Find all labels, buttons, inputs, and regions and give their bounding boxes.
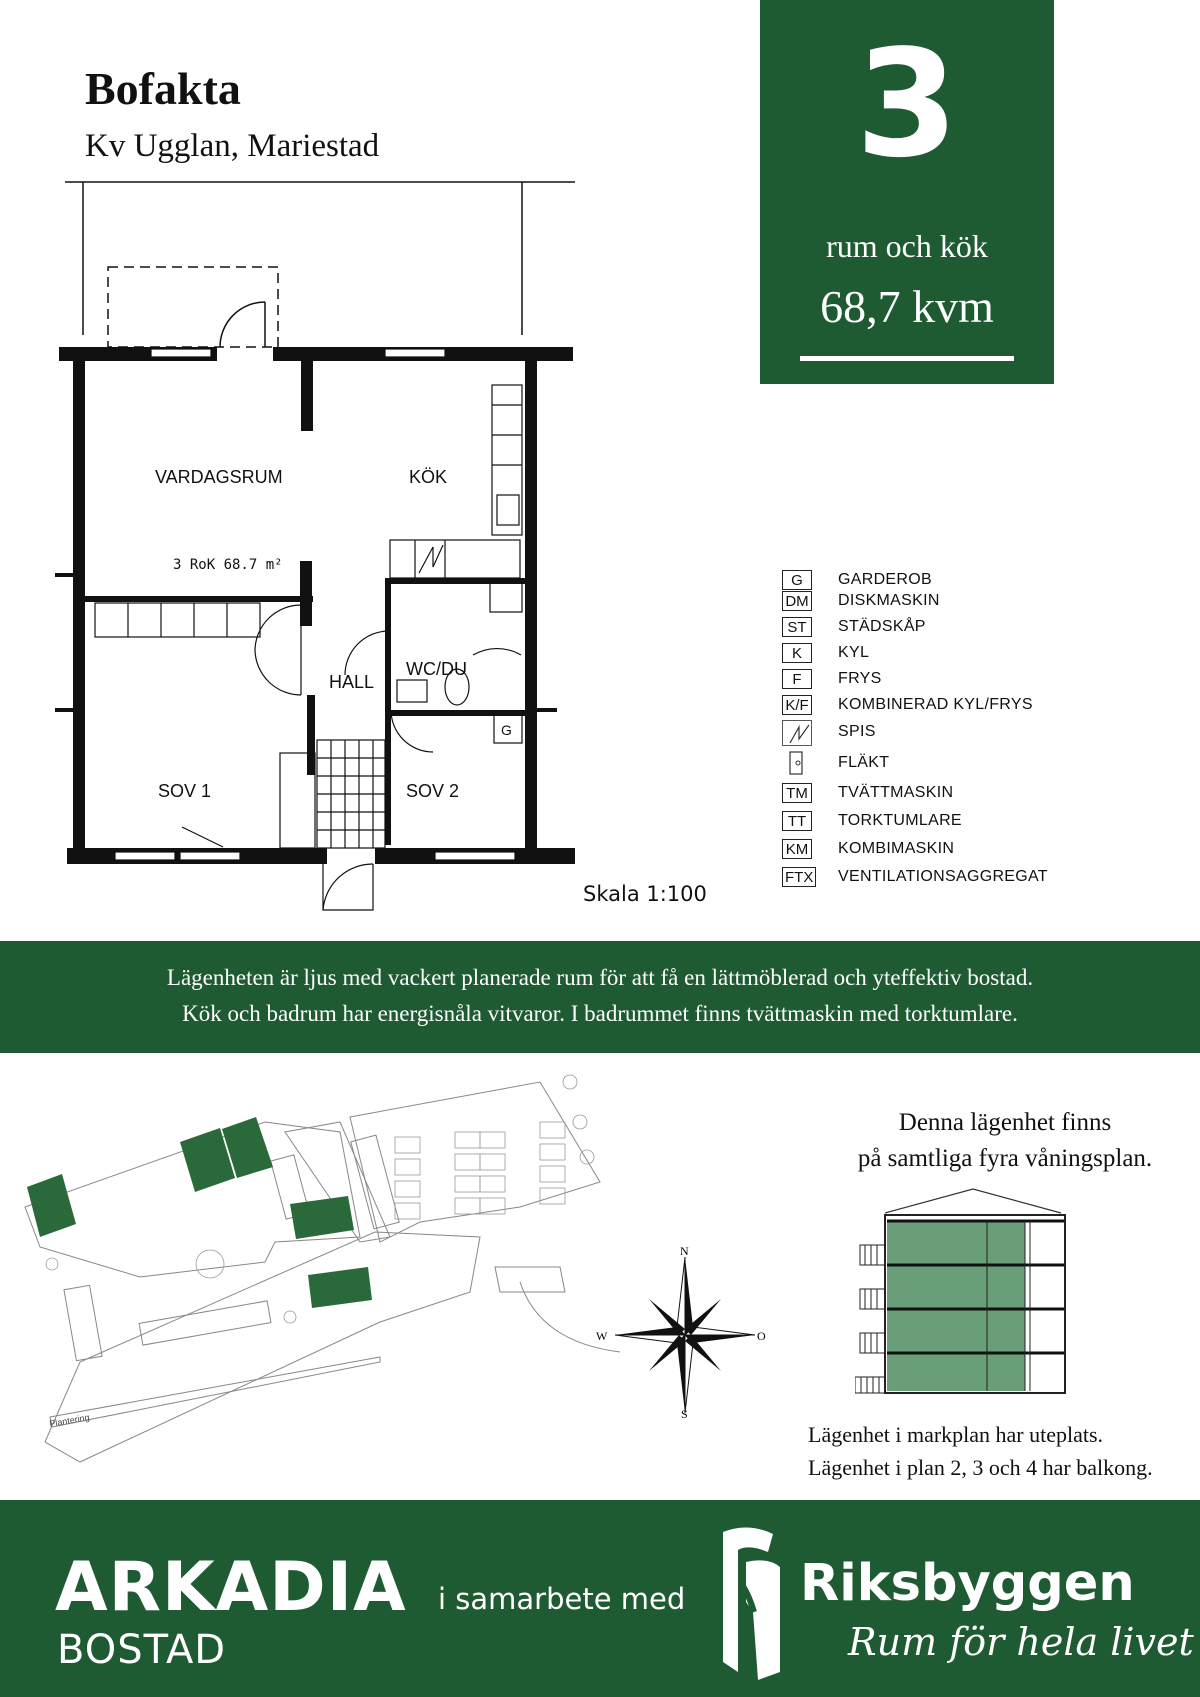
legend-item: TT TORKTUMLARE — [780, 811, 1080, 833]
apartment-badge — [760, 0, 1054, 384]
room-label-bed1: SOV 1 — [158, 781, 212, 801]
wardrobe-mark: G — [501, 722, 512, 738]
legend-item: ST STÄDSKÅP — [780, 617, 1080, 639]
site-plan-label: Plantering — [48, 1412, 91, 1429]
description-line-2: Kök och badrum har energisnåla vitvaror. I badrummet finns tvättmaskin med torktumlare. — [182, 1001, 1018, 1026]
compass-north: N — [680, 1245, 689, 1258]
legend-item: G GARDEROB — [780, 570, 1080, 592]
building-elevation — [855, 1185, 1085, 1410]
arkadia-logo-sub: BOSTAD — [57, 1627, 227, 1673]
collaboration-text: i samarbete med — [438, 1582, 686, 1616]
legend-item: FLÄKT — [780, 753, 1080, 775]
room-label-kitchen: KÖK — [409, 467, 448, 487]
room-label-living: VARDAGSRUM — [155, 467, 283, 487]
footer — [0, 1500, 1200, 1697]
legend-item: DM DISKMASKIN — [780, 591, 1080, 613]
compass-east: O — [757, 1329, 766, 1343]
legend-item: KM KOMBIMASKIN — [780, 839, 1080, 861]
page-title: Bofakta — [85, 63, 241, 114]
riksbyggen-logo-icon — [718, 1522, 788, 1682]
compass-west: W — [596, 1329, 608, 1343]
room-count: 3 — [855, 18, 959, 190]
legend-item: F FRYS — [780, 669, 1080, 691]
description-band — [0, 941, 1200, 1053]
legend-item: FTX VENTILATIONSAGGREGAT — [780, 867, 1080, 889]
room-description: rum och kök — [826, 228, 988, 264]
scale-label: Skala 1:100 — [583, 882, 707, 906]
description-line-1: Lägenheten är ljus med vackert planerade rum för att få en lättmöblerad och yteffektiv bostad. — [166, 965, 1034, 990]
badge-underline — [800, 356, 1014, 361]
legend-item: K KYL — [780, 643, 1080, 665]
page-subtitle: Kv Ugglan, Mariestad — [85, 128, 380, 164]
compass-south: S — [681, 1407, 688, 1421]
site-plan — [0, 1062, 640, 1502]
floor-plan — [55, 175, 575, 915]
riksbyggen-name: Riksbyggen — [800, 1554, 1135, 1613]
legend-item: K/F KOMBINERAD KYL/FRYS — [780, 695, 1080, 717]
room-label-bed2: SOV 2 — [406, 781, 460, 801]
legend-item: TM TVÄTTMASKIN — [780, 783, 1080, 805]
availability-text: Denna lägenhet finns på samtliga fyra våningsplan. — [857, 1109, 1153, 1172]
area-label: 3 RoK 68.7 m² — [173, 557, 283, 573]
balcony-notes: Lägenhet i markplan har uteplats. Lägenhet i plan 2, 3 och 4 har balkong. — [808, 1422, 1153, 1480]
fan-icon — [788, 751, 806, 775]
legend-item: SPIS — [780, 722, 1080, 744]
apartment-area: 68,7 kvm — [820, 281, 994, 332]
stove-icon — [782, 720, 812, 746]
arkadia-logo-name: ARKADIA — [55, 1548, 407, 1627]
room-label-bath: WC/DU — [406, 659, 467, 679]
riksbyggen-slogan: Rum för hela livet — [848, 1620, 1194, 1664]
compass-icon — [590, 1245, 770, 1425]
room-label-hall: HALL — [329, 672, 375, 692]
